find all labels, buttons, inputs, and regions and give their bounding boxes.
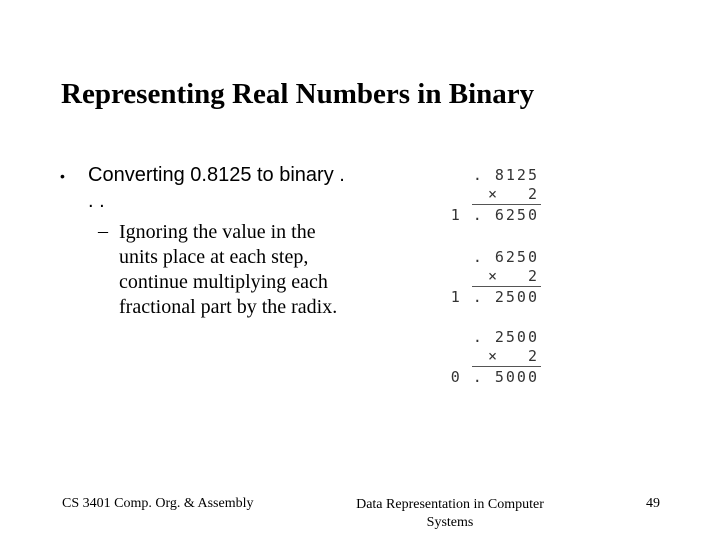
product: 1 . 6250	[450, 206, 539, 224]
footer-topic: Data Representation in Computer Systems	[356, 497, 544, 530]
footer-course: CS 3401 Comp. Org. & Assembly	[62, 496, 254, 511]
sub-bullet-text: Ignoring the value in the units place at each step, continue multiplying each fractional part by the radix.	[119, 221, 338, 318]
sum-line	[472, 204, 541, 205]
bullet-marker: •	[60, 168, 65, 184]
product: 0 . 5000	[450, 368, 539, 386]
multiplicand: . 2500	[472, 328, 539, 346]
slide-title: Representing Real Numbers in Binary	[61, 78, 535, 110]
multiplier: 2	[527, 185, 539, 203]
calculation-step-2	[450, 248, 545, 308]
sum-line	[472, 366, 541, 367]
sub-bullet-marker: –	[98, 220, 108, 242]
multiplicand: . 8125	[472, 166, 539, 184]
calculation-step-1	[450, 166, 545, 226]
times-symbol: ×	[488, 267, 498, 285]
multiplicand: . 6250	[472, 248, 539, 266]
multiplier: 2	[527, 267, 539, 285]
calculation-step-3	[450, 328, 545, 388]
times-symbol: ×	[488, 185, 498, 203]
times-symbol: ×	[488, 347, 498, 365]
page-number: 49	[646, 496, 660, 511]
bullet-text: Converting 0.8125 to binary . . .	[88, 164, 345, 212]
sum-line	[472, 286, 541, 287]
product: 1 . 2500	[450, 288, 539, 306]
multiplier: 2	[527, 347, 539, 365]
